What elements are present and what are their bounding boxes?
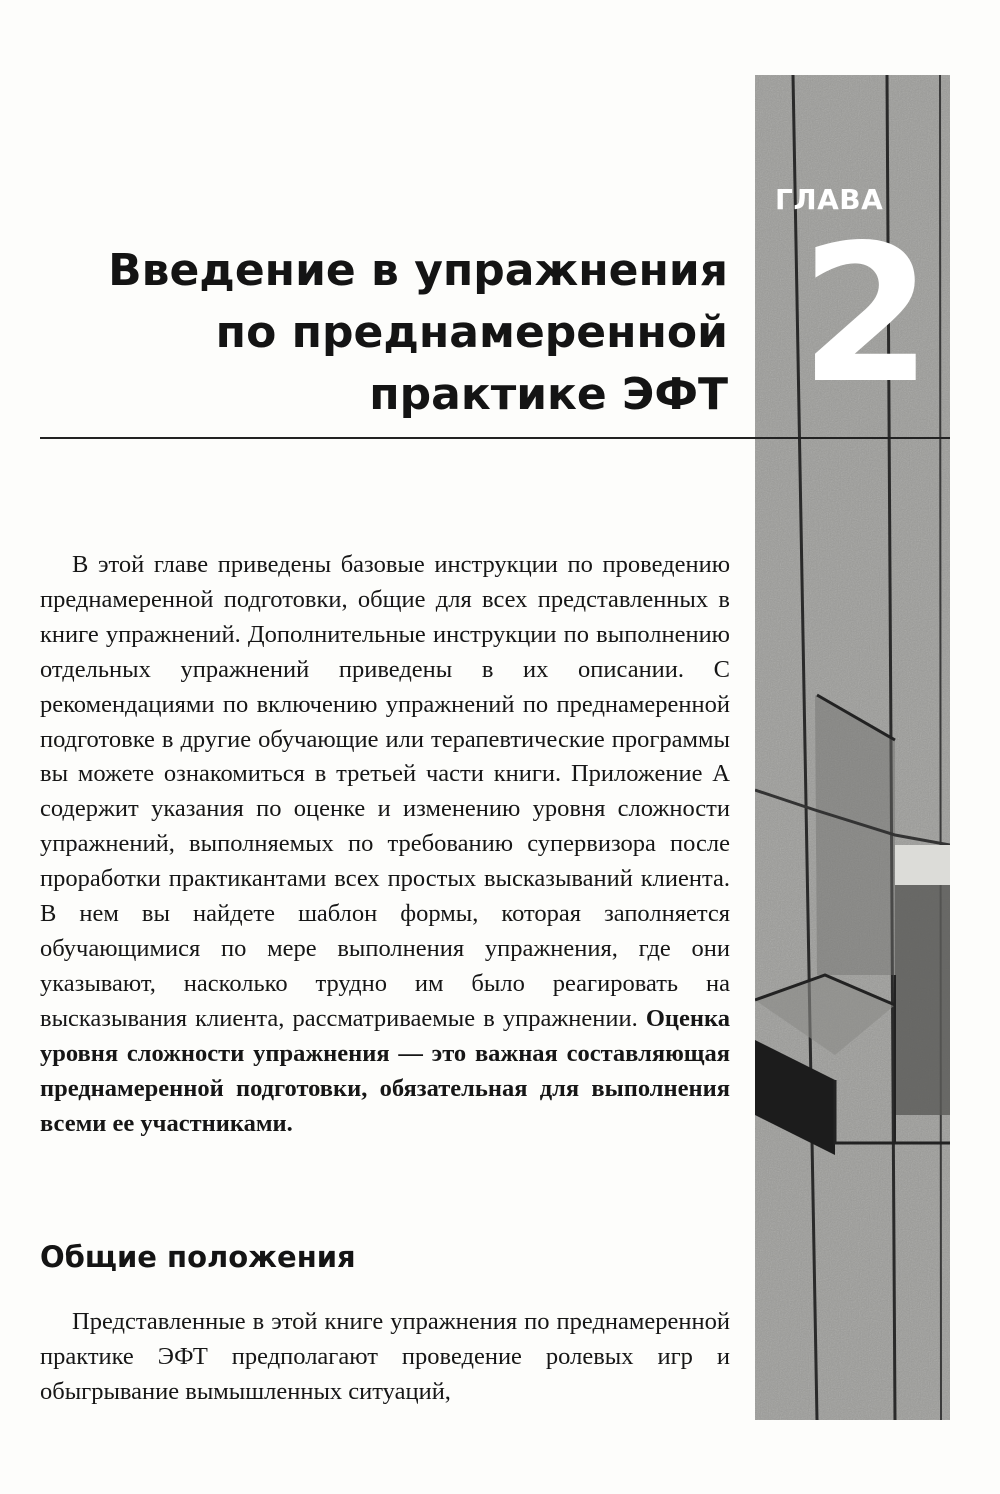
chapter-title-line-1: Введение в упражнения xyxy=(108,245,728,296)
chapter-title-line-2: по преднамеренной xyxy=(215,307,728,358)
intro-paragraph xyxy=(40,548,730,1141)
intro-indent xyxy=(40,551,72,578)
section-heading: Общие положения xyxy=(40,1240,356,1274)
section-indent xyxy=(40,1308,72,1335)
section-text: Представленные в этой книге упражнения по преднамеренной практике ЭФТ предполагают проведение ролевых игр и обыгрывание вымышленных ситуаций, xyxy=(40,1308,730,1405)
section-paragraph xyxy=(40,1305,730,1410)
chapter-title-line-3: практике ЭФТ xyxy=(369,369,728,420)
chapter-number: 2 xyxy=(800,204,933,425)
title-divider xyxy=(40,437,950,439)
chapter-title xyxy=(60,240,728,426)
chapter-label: ГЛАВА xyxy=(775,183,884,216)
intro-emphasis: Оценка уровня сложности упражнения — это важная составляющая преднамеренной подготовки, обязательная для выполнения всеми ее участниками. xyxy=(40,1004,730,1137)
intro-text: В этой главе приведены базовые инструкции по проведению преднамеренной подготовки, общие для всех представленных в книге упражнений. Дополнительные инструкции по выполнению отдельных упражнений приведены в их описании. С рекомендациями по включению упражнений по преднамеренной подготовке в другие обучающие или терапевтические программы вы можете ознакомиться в третьей части книги. Приложение А содержит указания по оценке и изменению уровня сложности упражнений, выполняемых по требованию супервизора после проработки практикантами всех простых высказываний клиента. В нем вы найдете шаблон формы, которая заполняется обучающимися по мере выполнения упражнения, где они указывают, насколько трудно им было реагировать на высказывания клиента, рассматриваемые в упражнении. xyxy=(40,551,730,1032)
